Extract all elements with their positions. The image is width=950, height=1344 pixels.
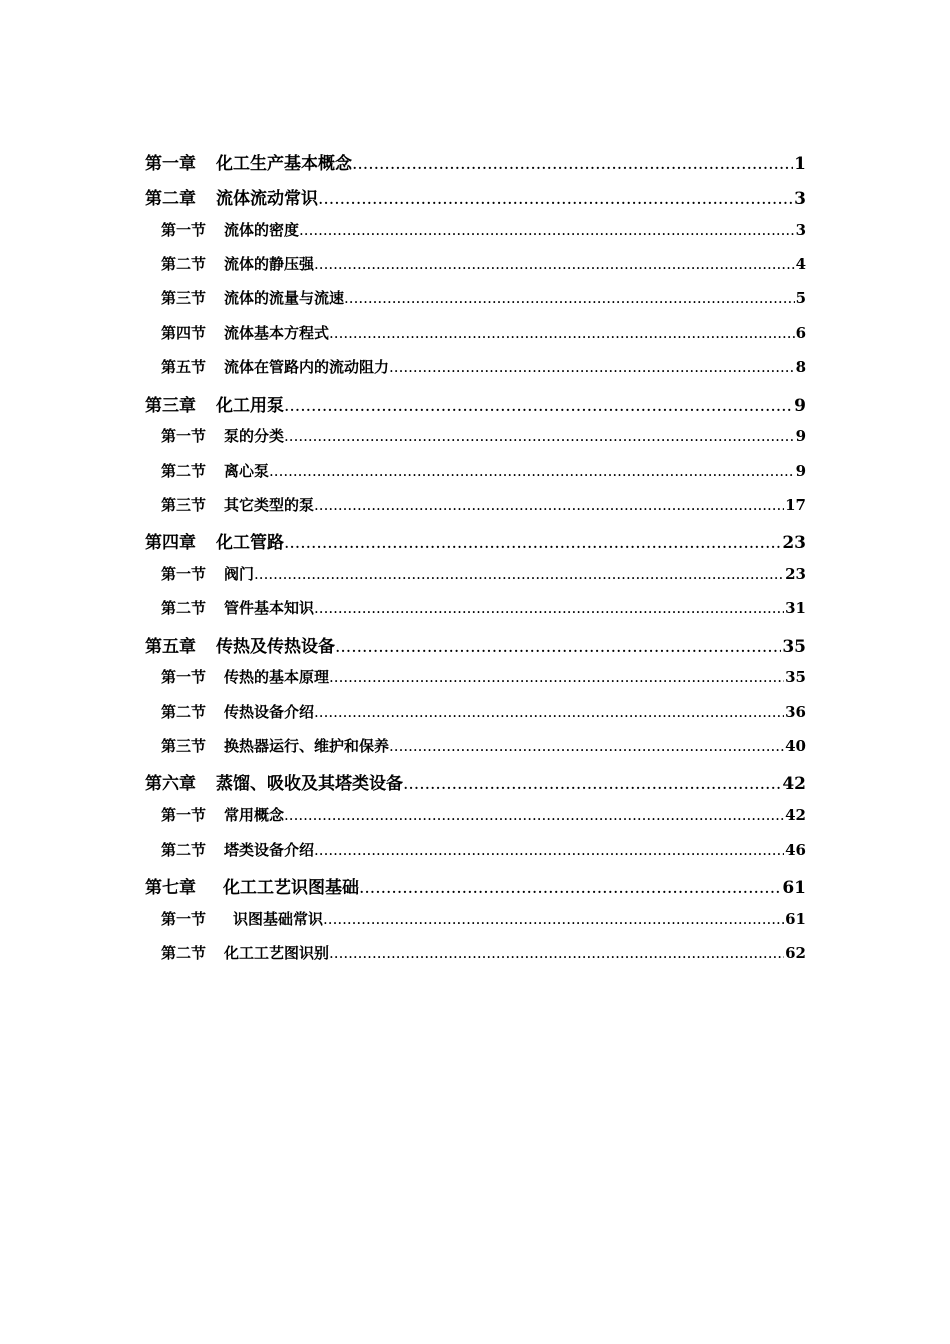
toc-title: 识图基础常识 <box>233 910 324 928</box>
toc-title: 离心泵 <box>224 462 270 480</box>
toc-page-number: 17 <box>785 496 806 514</box>
toc-title: 流体的密度 <box>224 221 300 239</box>
toc-number: 第四章 <box>145 533 196 553</box>
toc-page-number: 40 <box>785 737 806 755</box>
toc-entry-section[interactable] <box>161 908 806 929</box>
toc-page-number: 61 <box>782 878 806 898</box>
toc-entry-section[interactable] <box>161 322 806 343</box>
toc-number: 第四节 <box>161 324 207 342</box>
toc-title: 流体在管路内的流动阻力 <box>224 358 390 376</box>
toc-dot-leader <box>269 462 795 480</box>
toc-page-number: 1 <box>794 154 806 174</box>
toc-page-number: 8 <box>795 358 806 376</box>
toc-entry-chapter[interactable] <box>145 528 806 553</box>
toc-entry-section[interactable] <box>161 701 806 722</box>
toc-title: 常用概念 <box>224 806 285 824</box>
toc-page-number: 6 <box>795 324 806 342</box>
toc-number: 第一节 <box>161 221 207 239</box>
toc-dot-leader <box>318 189 793 209</box>
toc-entry-section[interactable] <box>161 425 806 446</box>
toc-page-number: 36 <box>785 703 806 721</box>
toc-page-number: 35 <box>782 637 806 657</box>
toc-number: 第一章 <box>145 154 196 174</box>
toc-dot-leader <box>389 358 795 376</box>
toc-title: 塔类设备介绍 <box>224 841 315 859</box>
toc-page-number: 3 <box>794 189 806 209</box>
toc-title: 化工工艺识图基础 <box>223 878 359 898</box>
toc-entry-chapter[interactable] <box>145 632 806 657</box>
toc-entry-section[interactable] <box>161 597 806 618</box>
toc-entry-chapter[interactable] <box>145 873 806 898</box>
toc-number: 第一节 <box>161 806 207 824</box>
toc-page-number: 42 <box>782 774 806 794</box>
toc-entry-chapter[interactable] <box>145 391 806 416</box>
toc-dot-leader <box>359 878 781 898</box>
toc-entry-section[interactable] <box>161 804 806 825</box>
toc-dot-leader <box>329 944 784 962</box>
toc-number: 第一节 <box>161 910 207 928</box>
toc-entry-chapter[interactable] <box>145 149 806 174</box>
toc-title: 蒸馏、吸收及其塔类设备 <box>216 774 403 794</box>
toc-page-number: 35 <box>785 668 806 686</box>
toc-dot-leader <box>403 774 781 794</box>
toc-number: 第三节 <box>161 289 207 307</box>
toc-dot-leader <box>314 841 784 859</box>
toc-page-number: 9 <box>795 427 806 445</box>
toc-number: 第二节 <box>161 841 207 859</box>
toc-dot-leader <box>314 496 784 514</box>
toc-dot-leader <box>284 533 781 553</box>
toc-dot-leader <box>335 637 781 657</box>
toc-dot-leader <box>299 221 795 239</box>
toc-dot-leader <box>329 668 784 686</box>
toc-number: 第六章 <box>145 774 196 794</box>
toc-title: 其它类型的泵 <box>224 496 315 514</box>
toc-page-number: 42 <box>785 806 806 824</box>
toc-entry-section[interactable] <box>161 563 806 584</box>
toc-number: 第二节 <box>161 703 207 721</box>
toc-page-number: 9 <box>795 462 806 480</box>
toc-title: 换热器运行、维护和保养 <box>224 737 390 755</box>
toc-entry-section[interactable] <box>161 735 806 756</box>
toc-number: 第二节 <box>161 462 207 480</box>
toc-number: 第一节 <box>161 668 207 686</box>
toc-dot-leader <box>314 703 784 721</box>
toc-title: 传热的基本原理 <box>224 668 330 686</box>
toc-page-number: 23 <box>782 533 806 553</box>
toc-page-number: 31 <box>785 599 806 617</box>
toc-entry-section[interactable] <box>161 460 806 481</box>
toc-entry-chapter[interactable] <box>145 184 806 209</box>
toc-title: 流体的流量与流速 <box>224 289 345 307</box>
toc-number: 第五节 <box>161 358 207 376</box>
toc-dot-leader <box>389 737 784 755</box>
toc-title: 传热及传热设备 <box>216 637 335 657</box>
toc-page-number: 46 <box>785 841 806 859</box>
toc-number: 第三节 <box>161 737 207 755</box>
toc-title: 阀门 <box>224 565 255 583</box>
toc-entry-section[interactable] <box>161 494 806 515</box>
toc-page-number: 3 <box>795 221 806 239</box>
toc-title: 管件基本知识 <box>224 599 315 617</box>
toc-title: 化工管路 <box>216 533 284 553</box>
toc-entry-chapter[interactable] <box>145 769 806 794</box>
toc-dot-leader <box>323 910 784 928</box>
toc-dot-leader <box>314 255 795 273</box>
toc-title: 流体基本方程式 <box>224 324 330 342</box>
toc-dot-leader <box>329 324 795 342</box>
toc-entry-section[interactable] <box>161 356 806 377</box>
toc-number: 第三节 <box>161 496 207 514</box>
toc-page-number: 4 <box>795 255 806 273</box>
toc-title: 化工用泵 <box>216 396 284 416</box>
toc-entry-section[interactable] <box>161 253 806 274</box>
toc-title: 化工生产基本概念 <box>216 154 352 174</box>
toc-dot-leader <box>284 427 795 445</box>
toc-entry-section[interactable] <box>161 942 806 963</box>
toc-number: 第一节 <box>161 565 207 583</box>
toc-number: 第二节 <box>161 944 207 962</box>
toc-entry-section[interactable] <box>161 666 806 687</box>
toc-title: 化工工艺图识别 <box>224 944 330 962</box>
toc-page-number: 61 <box>785 910 806 928</box>
toc-dot-leader <box>254 565 784 583</box>
toc-number: 第三章 <box>145 396 196 416</box>
toc-title: 泵的分类 <box>224 427 285 445</box>
toc-dot-leader <box>352 154 793 174</box>
toc-number: 第一节 <box>161 427 207 445</box>
toc-dot-leader <box>284 806 784 824</box>
toc-entry-section[interactable] <box>161 287 806 308</box>
toc-dot-leader <box>284 396 793 416</box>
toc-page-number: 23 <box>785 565 806 583</box>
toc-number: 第五章 <box>145 637 196 657</box>
toc-page-number: 5 <box>795 289 806 307</box>
toc-title: 流体流动常识 <box>216 189 318 209</box>
toc-page-number: 62 <box>785 944 806 962</box>
toc-title: 流体的静压强 <box>224 255 315 273</box>
toc-number: 第二章 <box>145 189 196 209</box>
toc-page-number: 9 <box>794 396 806 416</box>
toc-number: 第二节 <box>161 255 207 273</box>
toc-number: 第二节 <box>161 599 207 617</box>
toc-entry-section[interactable] <box>161 219 806 240</box>
toc-title: 传热设备介绍 <box>224 703 315 721</box>
toc-number: 第七章 <box>145 878 196 898</box>
toc-dot-leader <box>344 289 795 307</box>
toc-entry-section[interactable] <box>161 839 806 860</box>
toc-dot-leader <box>314 599 784 617</box>
